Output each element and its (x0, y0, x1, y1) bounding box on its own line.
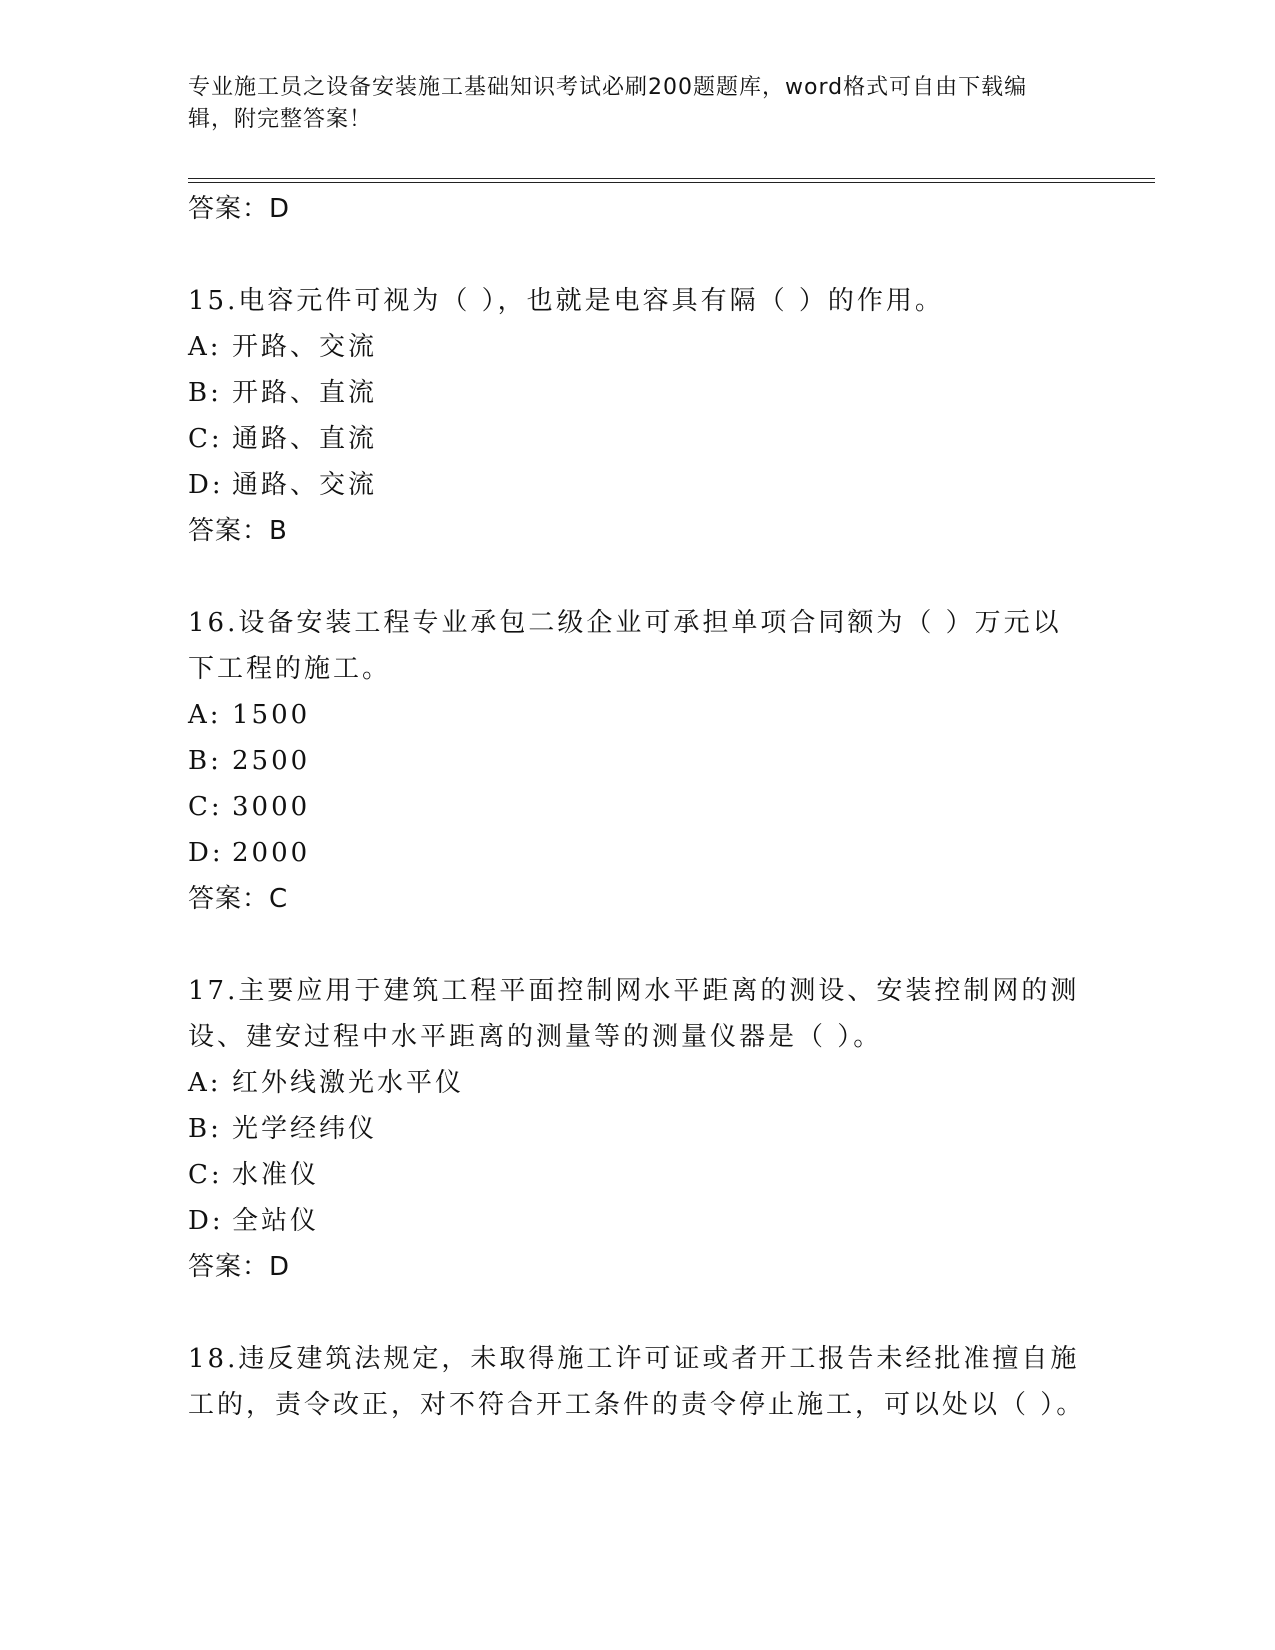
document-body (188, 186, 1088, 1428)
question-text: 16.设备安装工程专业承包二级企业可承担单项合同额为（ ）万元以下工程的施工。 (188, 608, 1062, 684)
spacer (188, 1290, 1088, 1336)
answer-line: 答案：C (188, 884, 289, 914)
question-text: 15.电容元件可视为（ ），也就是电容具有隔（ ）的作用。 (188, 286, 944, 316)
option-d (188, 830, 1088, 876)
question-block (188, 600, 1088, 922)
answer-line: 答案：B (188, 516, 288, 546)
question-block (188, 278, 1088, 554)
option-a (188, 692, 1088, 738)
option-text: 通路、直流 (232, 424, 378, 454)
question-block (188, 968, 1088, 1290)
option-b (188, 1106, 1088, 1152)
question-text: 17.主要应用于建筑工程平面控制网水平距离的测设、安装控制网的测设、建安过程中水平距离的测量等的测量仪器是（ ）。 (188, 976, 1080, 1052)
option-text: 水准仪 (232, 1160, 320, 1190)
option-letter: C: (188, 1160, 223, 1190)
option-text: 2500 (232, 746, 311, 776)
option-letter: A: (188, 332, 222, 362)
option-letter: D: (188, 470, 224, 500)
option-letter: D: (188, 838, 224, 868)
question-text: 18.违反建筑法规定，未取得施工许可证或者开工报告未经批准擅自施工的，责令改正，对不符合开工条件的责令停止施工，可以处以（ ）。 (188, 1344, 1086, 1420)
spacer (188, 232, 1088, 278)
option-c (188, 784, 1088, 830)
option-text: 1500 (232, 700, 311, 730)
option-text: 通路、交流 (232, 470, 378, 500)
option-text: 全站仪 (232, 1206, 320, 1236)
option-c (188, 416, 1088, 462)
option-b (188, 738, 1088, 784)
spacer (188, 922, 1088, 968)
header-rule (188, 178, 1155, 179)
option-letter: B: (188, 746, 222, 776)
option-d (188, 462, 1088, 508)
spacer (188, 554, 1088, 600)
option-text: 开路、直流 (232, 378, 378, 408)
answer-line: 答案：D (188, 194, 291, 224)
option-letter: A: (188, 700, 222, 730)
option-text: 红外线激光水平仪 (232, 1068, 465, 1098)
option-text: 2000 (232, 838, 311, 868)
option-a (188, 324, 1088, 370)
option-letter: C: (188, 424, 223, 454)
header-rule-double (188, 182, 1155, 183)
option-text: 开路、交流 (232, 332, 378, 362)
option-c (188, 1152, 1088, 1198)
question-block (188, 1336, 1088, 1428)
answer-line: 答案：D (188, 1252, 291, 1282)
option-letter: A: (188, 1068, 222, 1098)
option-a (188, 1060, 1088, 1106)
option-d (188, 1198, 1088, 1244)
option-letter: B: (188, 1114, 222, 1144)
option-b (188, 370, 1088, 416)
option-text: 3000 (232, 792, 311, 822)
option-letter: C: (188, 792, 223, 822)
option-text: 光学经纬仪 (232, 1114, 378, 1144)
document-header: 专业施工员之设备安装施工基础知识考试必刷200题题库，word格式可自由下载编辑，附完整答案！ (188, 75, 1028, 132)
option-letter: B: (188, 378, 222, 408)
option-letter: D: (188, 1206, 224, 1236)
